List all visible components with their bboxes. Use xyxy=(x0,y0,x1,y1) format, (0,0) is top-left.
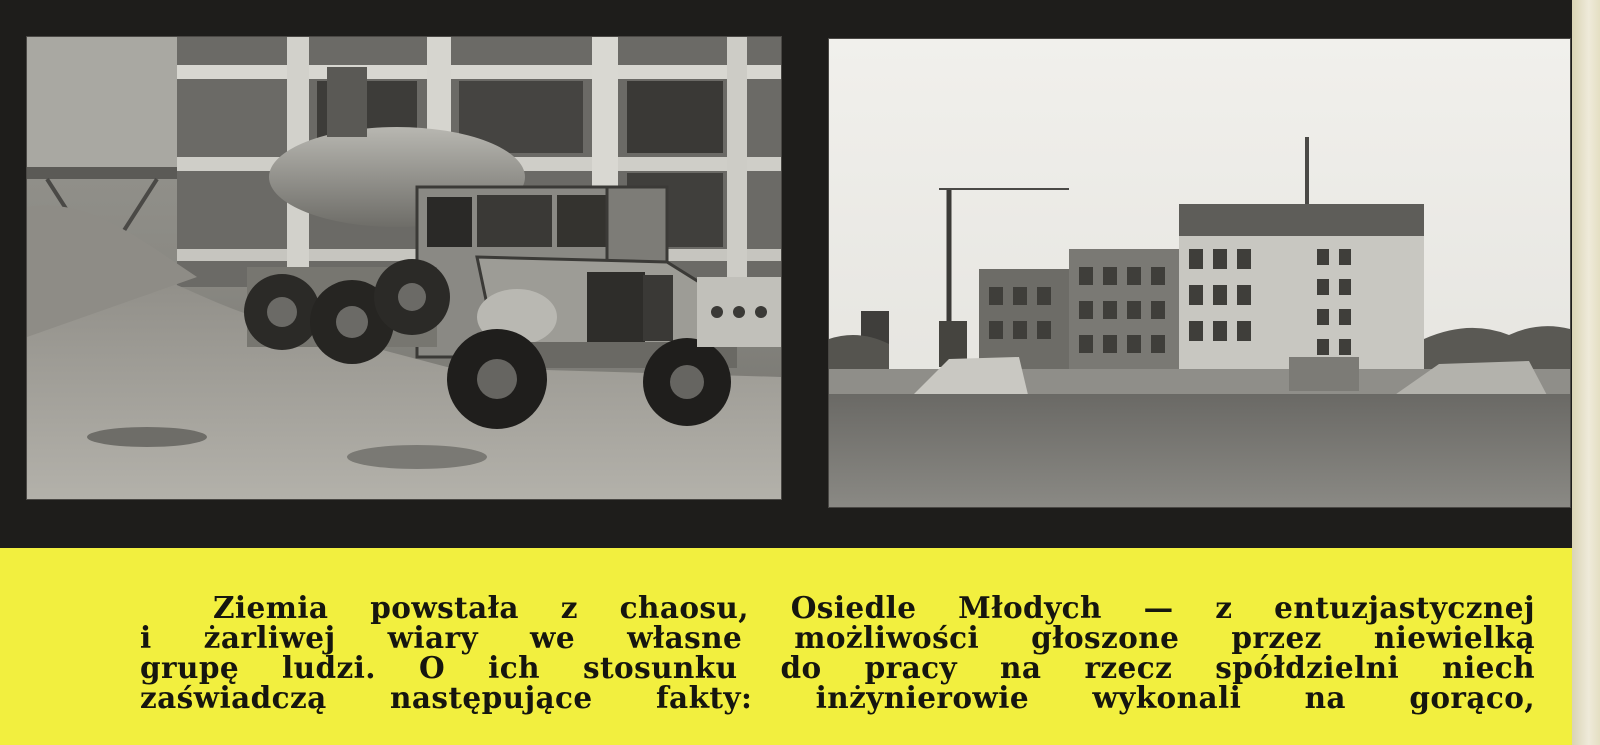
building-photo xyxy=(828,38,1571,508)
article-line: grupę ludzi. O ich stosunku do pracy na rzecz spółdzielni niech xyxy=(140,650,1535,685)
page-edge xyxy=(1572,0,1600,745)
article-line: Ziemia powstała z chaosu, Osiedle Młodych — z entuzjastycznej xyxy=(213,590,1535,625)
article-line: zaświadczą następujące fakty: inżynierowie wykonali na gorąco, xyxy=(140,680,1535,715)
truck-photo xyxy=(26,36,782,500)
article-line: i żarliwej wiary we własne możliwości głoszone przez niewielką xyxy=(140,620,1535,655)
article-text xyxy=(140,590,1535,715)
